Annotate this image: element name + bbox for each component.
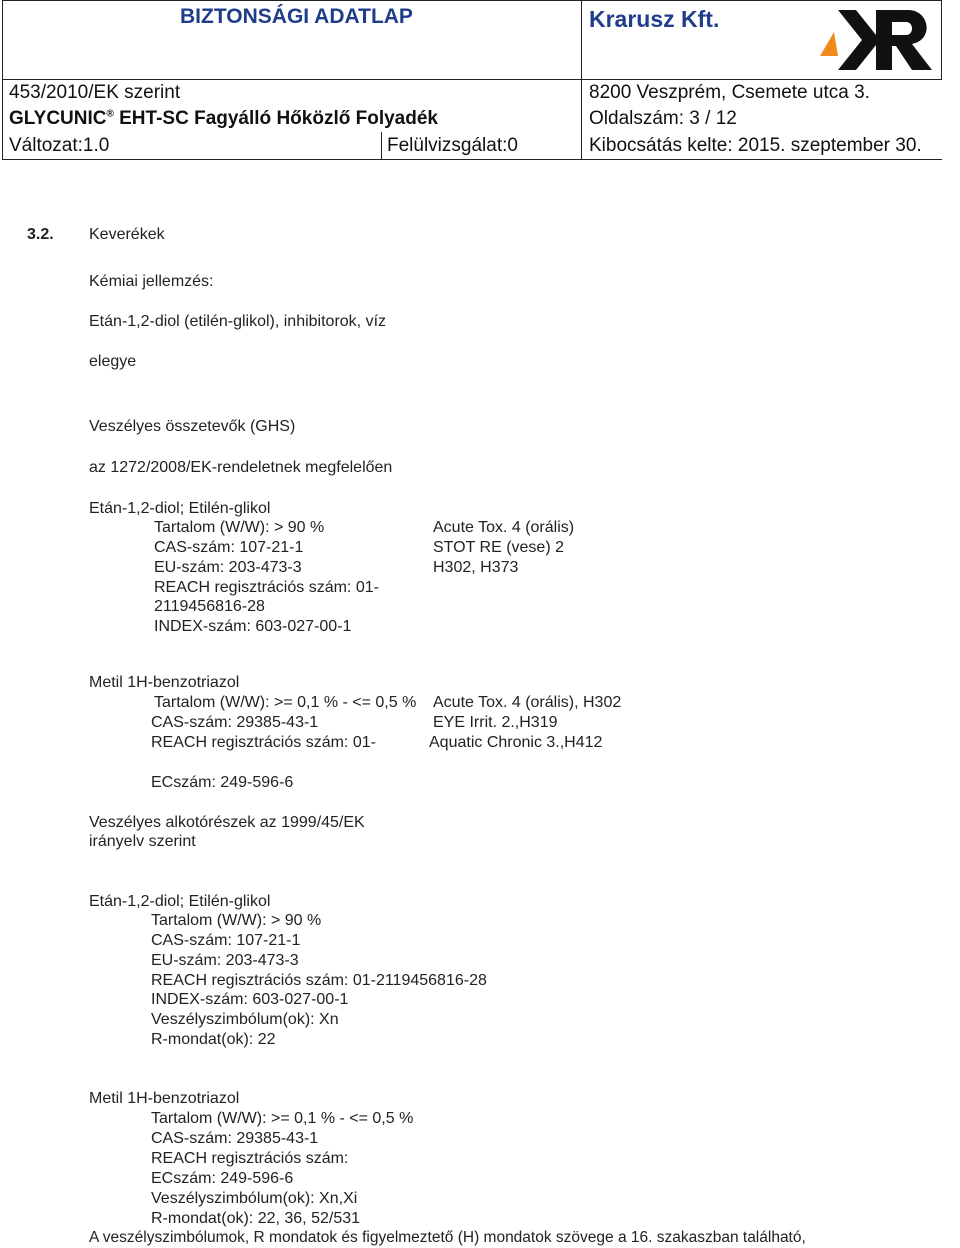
doc-title: BIZTONSÁGI ADATLAP [180, 5, 413, 28]
dir1-content: Tartalom (W/W): > 90 % [151, 912, 322, 929]
dir2-name: Metil 1H-benzotriazol [89, 1090, 240, 1107]
review: Felülvizsgálat:0 [387, 135, 518, 156]
dir1-cas: CAS-szám: 107-21-1 [151, 932, 301, 949]
chem-label: Kémiai jellemzés: [89, 273, 214, 290]
ghs2-class-3: Aquatic Chronic 3.,H412 [429, 734, 603, 751]
header-border-left [2, 0, 3, 160]
header-border-right [941, 0, 942, 80]
footer-note: A veszélyszimbólumok, R mondatok és figyelmeztető (H) mondatok szövege a 16. szakaszban található, [89, 1229, 806, 1246]
ghs2-class-1: Acute Tox. 4 (orális), H302 [433, 694, 622, 711]
ghs1-index: INDEX-szám: 603-027-00-1 [154, 618, 352, 635]
section-title: Keverékek [89, 226, 165, 243]
dir1-symbol: Veszélyszimbólum(ok): Xn [151, 1011, 339, 1028]
logo-chevron [838, 10, 880, 70]
ghs2-reach: REACH regisztrációs szám: 01- [151, 734, 376, 751]
dir1-eu: EU-szám: 203-473-3 [151, 952, 299, 969]
product-brand: GLYCUNIC [9, 108, 107, 129]
registered-mark: ® [106, 108, 114, 120]
logo-letter-r [876, 10, 932, 70]
section-number: 3.2. [27, 226, 54, 243]
ghs-title: Veszélyes összetevők (GHS) [89, 418, 296, 435]
dir1-rphrase: R-mondat(ok): 22 [151, 1031, 276, 1048]
ghs1-name: Etán-1,2-diol; Etilén-glikol [89, 500, 271, 517]
ghs1-class-3: H302, H373 [433, 559, 519, 576]
issue-date: Kibocsátás kelte: 2015. szeptember 30. [589, 135, 922, 156]
ghs-subtitle: az 1272/2008/EK-rendeletnek megfelelően [89, 459, 393, 476]
ghs2-ec: ECszám: 249-596-6 [151, 774, 294, 791]
ghs1-cas: CAS-szám: 107-21-1 [154, 539, 304, 556]
header-divider [2, 79, 942, 80]
logo-orange-mark [820, 32, 838, 56]
header-border-top [2, 0, 942, 1]
ghs1-class-1: Acute Tox. 4 (orális) [433, 519, 575, 536]
chem-line-1: Etán-1,2-diol (etilén-glikol), inhibitorok, víz [89, 313, 387, 330]
ghs2-class-2: EYE Irrit. 2.,H319 [433, 714, 558, 731]
dir2-symbol: Veszélyszimbólum(ok): Xn,Xi [151, 1190, 358, 1207]
dir2-reach: REACH regisztrációs szám: [151, 1150, 349, 1167]
product-name [9, 108, 438, 130]
ghs1-class-2: STOT RE (vese) 2 [433, 539, 564, 556]
company-address: 8200 Veszprém, Csemete utca 3. [589, 82, 870, 103]
version: Változat:1.0 [9, 135, 110, 156]
dir2-ec: ECszám: 249-596-6 [151, 1170, 294, 1187]
ghs1-content: Tartalom (W/W): > 90 % [154, 519, 325, 536]
ghs2-name: Metil 1H-benzotriazol [89, 674, 240, 691]
dir2-cas: CAS-szám: 29385-43-1 [151, 1130, 319, 1147]
dir1-name: Etán-1,2-diol; Etilén-glikol [89, 893, 271, 910]
regulation-text: 453/2010/EK szerint [9, 82, 181, 103]
ghs2-cas: CAS-szám: 29385-43-1 [151, 714, 319, 731]
product-desc: EHT-SC Fagyálló Hőközlő Folyadék [113, 108, 438, 129]
company-name: Krarusz Kft. [589, 6, 720, 32]
header-border-bottom [2, 159, 942, 160]
chem-line-2: elegye [89, 353, 137, 370]
ghs2-content: Tartalom (W/W): >= 0,1 % - <= 0,5 % [154, 694, 417, 711]
dir-title-1: Veszélyes alkotórészek az 1999/45/EK [89, 814, 365, 831]
document-header [2, 0, 942, 160]
dir1-index: INDEX-szám: 603-027-00-1 [151, 991, 349, 1008]
dir2-rphrase: R-mondat(ok): 22, 36, 52/531 [151, 1210, 361, 1227]
ghs1-eu: EU-szám: 203-473-3 [154, 559, 302, 576]
dir1-reach: REACH regisztrációs szám: 01-2119456816-28 [151, 972, 487, 989]
page-number: Oldalszám: 3 / 12 [589, 108, 737, 129]
ghs1-reach-1: REACH regisztrációs szám: 01- [154, 579, 379, 596]
company-logo [808, 2, 938, 76]
header-col-divider-2 [381, 132, 382, 160]
header-col-divider [581, 0, 582, 160]
ghs1-reach-2: 2119456816-28 [154, 598, 265, 615]
dir2-content: Tartalom (W/W): >= 0,1 % - <= 0,5 % [151, 1110, 414, 1127]
dir-title-2: irányelv szerint [89, 833, 196, 850]
